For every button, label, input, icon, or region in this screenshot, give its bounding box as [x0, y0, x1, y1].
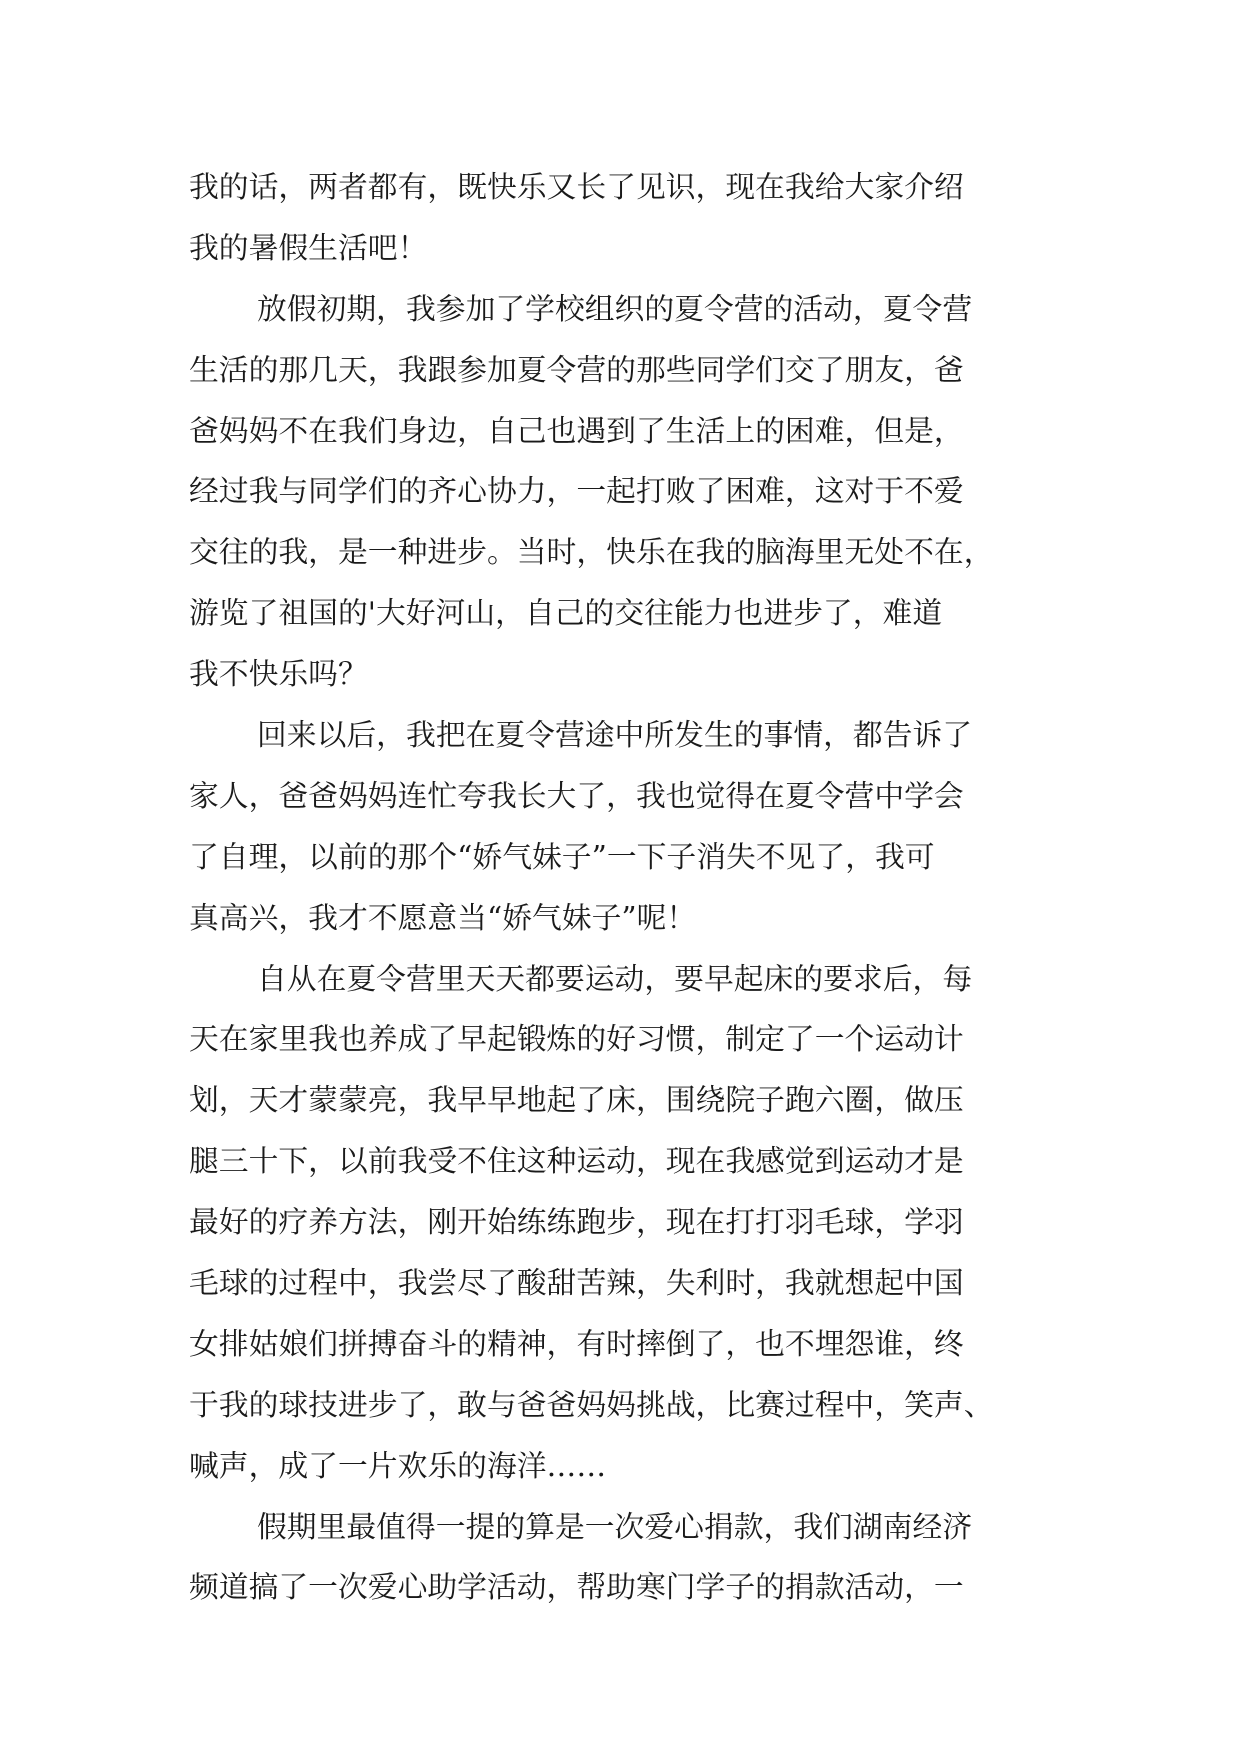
- text-line: 女排姑娘们拼搏奋斗的精神，有时摔倒了，也不埋怨谁，终: [189, 1326, 964, 1362]
- text-line: 回来以后，我把在夏令营途中所发生的事情，都告诉了: [257, 718, 973, 754]
- text-line: 自从在夏令营里天天都要运动，要早起床的要求后，每: [257, 961, 973, 997]
- document-body: [189, 158, 1059, 1619]
- text-line: 腿三十下，以前我受不住这种运动，现在我感觉到运动才是: [189, 1144, 964, 1180]
- paragraph: [189, 706, 1059, 950]
- text-line: 于我的球技进步了，敢与爸爸妈妈挑战，比赛过程中，笑声、: [189, 1387, 994, 1423]
- text-line: 我的暑假生活吧！: [189, 230, 428, 266]
- text-line: 天在家里我也养成了早起锻炼的好习惯，制定了一个运动计: [189, 1022, 964, 1058]
- text-line: 划，天才蒙蒙亮，我早早地起了床，围绕院子跑六圈，做压: [189, 1083, 964, 1119]
- text-line: 喊声，成了一片欢乐的海洋……: [189, 1448, 607, 1484]
- text-line: 经过我与同学们的齐心协力，一起打败了困难，这对于不爱: [189, 474, 964, 510]
- text-line: 家人，爸爸妈妈连忙夸我长大了，我也觉得在夏令营中学会: [189, 778, 964, 814]
- paragraph: [189, 1498, 1059, 1620]
- paragraph: [189, 158, 1059, 280]
- text-line: 放假初期，我参加了学校组织的夏令营的活动，夏令营: [257, 291, 973, 327]
- text-line: 游览了祖国的'大好河山，自己的交往能力也进步了，难道: [189, 596, 943, 632]
- paragraph: [189, 280, 1059, 706]
- text-line: 生活的那几天，我跟参加夏令营的那些同学们交了朋友，爸: [189, 352, 964, 388]
- text-line: 了自理，以前的那个“娇气妹子”一下子消失不见了，我可: [189, 839, 935, 875]
- text-line: 频道搞了一次爱心助学活动，帮助寒门学子的捐款活动，一: [189, 1570, 964, 1606]
- text-line: 毛球的过程中，我尝尽了酸甜苦辣，失利时，我就想起中国: [189, 1266, 964, 1302]
- paragraph: [189, 950, 1059, 1498]
- text-line: 假期里最值得一提的算是一次爱心捐款，我们湖南经济: [257, 1509, 973, 1545]
- text-line: 真高兴，我才不愿意当“娇气妹子”呢！: [189, 900, 697, 936]
- text-line: 交往的我，是一种进步。当时，快乐在我的脑海里无处不在，: [189, 535, 994, 571]
- text-line: 我的话，两者都有，既快乐又长了见识，现在我给大家介绍: [189, 170, 964, 205]
- text-line: 最好的疗养方法，刚开始练练跑步，现在打打羽毛球，学羽: [189, 1205, 964, 1241]
- text-line: 爸妈妈不在我们身边，自己也遇到了生活上的困难，但是，: [189, 413, 964, 449]
- text-line: 我不快乐吗？: [189, 657, 368, 693]
